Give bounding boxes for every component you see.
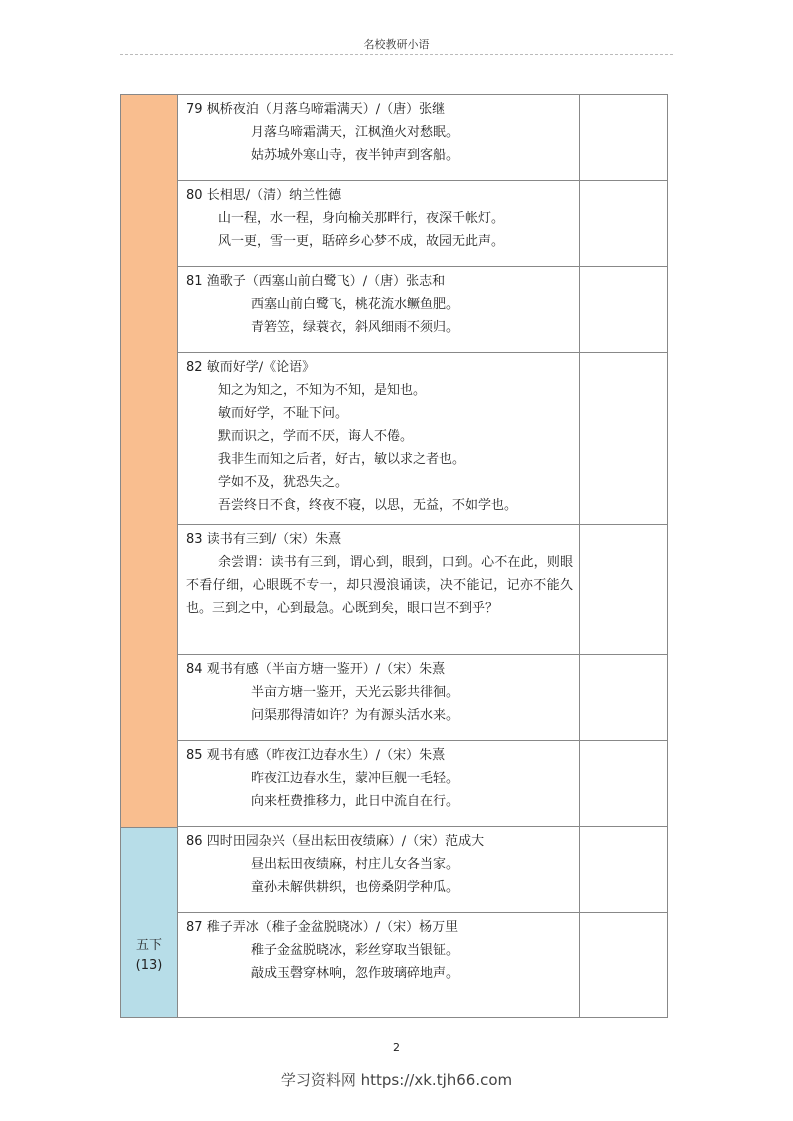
poem-line: 知之为知之，不知为不知，是知也。 (218, 383, 427, 398)
poem-row-85 (178, 741, 579, 827)
poem-line: 向来枉费推移力，此日中流自在行。 (251, 794, 460, 809)
poem-line: 月落乌啼霜满天，江枫渔火对愁眠。 (251, 125, 460, 140)
poem-table (120, 94, 668, 1018)
poem-line: 半亩方塘一鉴开，天光云影共徘徊。 (251, 685, 460, 700)
row-divider (579, 352, 668, 353)
footer-watermark: 学习资料网 https://xk.tjh66.com (280, 1071, 513, 1089)
poem-row-81 (178, 267, 579, 353)
poem-row-86 (178, 827, 579, 913)
poem-line: 青箬笠，绿蓑衣，斜风细雨不须归。 (251, 320, 460, 335)
poem-line: 学如不及，犹恐失之。 (218, 475, 349, 490)
poem-title: 83 读书有三到/（宋）朱熹 (186, 532, 342, 547)
poem-title: 80 长相思/（清）纳兰性德 (186, 188, 342, 203)
poem-title: 84 观书有感（半亩方塘一鉴开）/（宋）朱熹 (186, 662, 446, 677)
grade-count: (13) (135, 958, 163, 973)
poem-line: 敲成玉磬穿林响，忽作玻璃碎地声。 (251, 966, 460, 981)
row-divider (579, 654, 668, 655)
row-divider (579, 912, 668, 913)
header-divider (120, 54, 673, 55)
poem-line: 山一程，水一程，身向榆关那畔行，夜深千帐灯。 (218, 211, 505, 226)
poem-title: 85 观书有感（昨夜江边春水生）/（宋）朱熹 (186, 748, 446, 763)
poem-line: 稚子金盆脱晓冰，彩丝穿取当银钲。 (251, 943, 460, 958)
poem-title: 79 枫桥夜泊（月落乌啼霜满天）/（唐）张继 (186, 102, 446, 117)
poem-title: 81 渔歌子（西塞山前白鹭飞）/（唐）张志和 (186, 274, 446, 289)
grade-name: 五下 (135, 938, 162, 953)
page-header-title: 名校教研小语 (363, 38, 430, 51)
poem-title: 82 敏而好学/《论语》 (186, 360, 316, 375)
poem-line: 默而识之，学而不厌，诲人不倦。 (218, 429, 414, 444)
row-divider (579, 524, 668, 525)
poem-line: 我非生而知之后者，好古，敏以求之者也。 (218, 452, 466, 467)
poem-row-83 (178, 525, 579, 655)
poem-line: 昨夜江边春水生，蒙冲巨舰一毛轻。 (251, 771, 460, 786)
page-number: 2 (393, 1041, 400, 1054)
grade-label (121, 936, 177, 976)
poem-line: 风一更，雪一更，聒碎乡心梦不成，故园无此声。 (218, 234, 505, 249)
row-divider (579, 740, 668, 741)
poem-line: 童孙未解供耕织，也傍桑阴学种瓜。 (251, 880, 460, 895)
poem-line: 西塞山前白鹭飞，桃花流水鳜鱼肥。 (251, 297, 460, 312)
row-divider (579, 826, 668, 827)
row-divider (579, 180, 668, 181)
poem-row-84 (178, 655, 579, 741)
poem-row-79 (178, 95, 579, 181)
poem-line: 昼出耘田夜绩麻，村庄儿女各当家。 (251, 857, 460, 872)
poem-line: 敏而好学，不耻下问。 (218, 406, 349, 421)
poem-line: 问渠那得清如许？为有源头活水来。 (251, 708, 460, 723)
poem-row-87 (178, 913, 579, 1017)
grade-column-blue-band (121, 827, 178, 1017)
poem-row-82 (178, 353, 579, 525)
poem-title: 87 稚子弄冰（稚子金盆脱晓冰）/（宋）杨万里 (186, 920, 459, 935)
poem-line: 姑苏城外寒山寺，夜半钟声到客船。 (251, 148, 460, 163)
grade-column-orange-band (121, 95, 178, 827)
poem-line: 吾尝终日不食，终夜不寝，以思，无益，不如学也。 (218, 498, 518, 513)
poem-title: 86 四时田园杂兴（昼出耘田夜绩麻）/（宋）范成大 (186, 834, 485, 849)
row-divider (579, 266, 668, 267)
prose-text: 余尝谓：读书有三到，谓心到，眼到，口到。心不在此，则眼不看仔细，心眼既不专一，却只漫浪诵读，决不能记，记亦不能久也。三到之中，心到最急。心既到矣，眼口岂不到乎？ (186, 555, 573, 616)
notes-column (579, 95, 580, 1017)
poem-row-80 (178, 181, 579, 267)
